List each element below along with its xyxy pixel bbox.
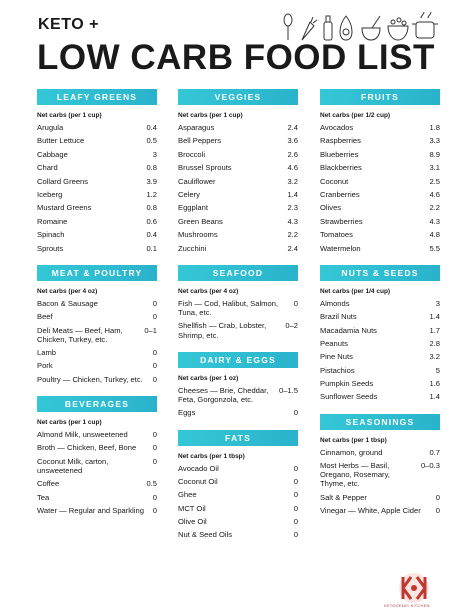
food-name: Almonds — [320, 298, 350, 308]
net-carb-value: 3.1 — [429, 163, 440, 173]
food-name: Macadamia Nuts — [320, 325, 377, 335]
net-carb-value: 0 — [152, 506, 157, 516]
food-row — [37, 163, 157, 172]
food-row — [37, 493, 157, 502]
section-banner: SEASONINGS — [320, 414, 440, 430]
food-name: Mustard Greens — [37, 203, 92, 213]
food-row — [37, 299, 157, 308]
food-name: Olive Oil — [178, 517, 207, 527]
net-carb-value: 2.2 — [429, 203, 440, 213]
food-row — [178, 163, 298, 172]
food-name: Brazil Nuts — [320, 312, 357, 322]
food-row — [178, 321, 298, 339]
food-row — [37, 348, 157, 357]
net-carb-value: 0 — [152, 298, 157, 308]
net-carb-value: 4.6 — [287, 163, 298, 173]
bowl-icon — [388, 18, 408, 40]
section-subtitle: Net carbs (per 1/2 cup) — [320, 112, 391, 119]
net-carb-value: 3.6 — [287, 136, 298, 146]
net-carb-value: 1.4 — [429, 392, 440, 402]
food-section — [37, 396, 157, 515]
food-row — [320, 339, 440, 348]
net-carb-value: 0.1 — [146, 243, 157, 253]
food-name: Mushrooms — [178, 230, 218, 240]
food-name: Sunflower Seeds — [320, 392, 378, 402]
food-name: Lamb — [37, 348, 56, 358]
food-name: Asparagus — [178, 123, 215, 132]
section-subtitle: Net carbs (per 1/4 cup) — [320, 287, 391, 295]
food-row — [178, 217, 298, 226]
food-name: Celery — [178, 189, 200, 199]
section-subtitle: Net carbs (per 1 oz) — [178, 374, 239, 382]
food-name: Tea — [37, 492, 50, 502]
food-row — [320, 379, 440, 388]
food-name: Most Herbs — Basil, Oregano, Rosemary, Thyme, etc. — [320, 461, 390, 489]
food-row — [178, 386, 298, 404]
food-section — [178, 89, 298, 253]
section-banner: LEAFY GREENS — [37, 89, 157, 105]
food-name: Cinnamon, ground — [320, 447, 383, 457]
food-name: Broccoli — [178, 149, 206, 159]
food-row — [320, 326, 440, 335]
food-row — [320, 163, 440, 172]
spoon-icon — [284, 14, 292, 40]
food-section — [178, 430, 298, 540]
food-name: Coffee — [37, 479, 60, 489]
net-carb-value: 0 — [152, 312, 157, 322]
food-row — [37, 217, 157, 226]
net-carb-value: 3 — [435, 298, 440, 308]
food-name: Collard Greens — [37, 176, 89, 186]
food-row — [320, 392, 440, 401]
section-subtitle: Net carbs (per 1 cup) — [37, 112, 102, 119]
food-row — [320, 448, 440, 457]
food-name: Pork — [37, 361, 53, 371]
net-carb-value: 0 — [293, 517, 298, 527]
section-banner: BEVERAGES — [37, 396, 157, 412]
food-name: Chard — [37, 163, 58, 173]
food-name: Salt & Pepper — [320, 492, 367, 502]
food-row — [178, 123, 298, 132]
food-row — [178, 177, 298, 186]
food-row — [37, 177, 157, 186]
net-carb-value: 1.4 — [429, 312, 440, 322]
net-carb-value: 0 — [152, 492, 157, 502]
net-carb-value: 4.6 — [429, 189, 440, 199]
food-row — [37, 375, 157, 384]
net-carb-value: 0–2 — [285, 321, 298, 331]
net-carb-value: 2.5 — [429, 176, 440, 186]
food-section — [37, 265, 157, 384]
column-2 — [178, 89, 298, 552]
food-row — [37, 326, 157, 344]
food-row — [320, 493, 440, 502]
net-carb-value: 0.5 — [146, 136, 157, 146]
net-carb-value: 0.8 — [146, 163, 157, 173]
net-carb-value: 0 — [293, 476, 298, 486]
net-carb-value: 3.9 — [146, 176, 157, 186]
net-carb-value: 0 — [293, 503, 298, 513]
logo-caption: KETOGENIC KITCHEN — [384, 603, 430, 608]
food-name: Avocados — [320, 123, 354, 132]
net-carb-value: 4.3 — [287, 216, 298, 226]
food-row — [37, 506, 157, 515]
food-name: Olives — [320, 203, 342, 213]
avocado-icon — [340, 16, 352, 40]
net-carb-value: 1.7 — [429, 325, 440, 335]
food-row — [37, 312, 157, 321]
food-name: Nut & Seed Oils — [178, 530, 233, 540]
food-row — [37, 457, 157, 475]
net-carb-value: 3.2 — [287, 176, 298, 186]
food-name: Sprouts — [37, 243, 64, 253]
section-subtitle: Net carbs (per 1 tbsp) — [178, 452, 245, 460]
net-carb-value: 2.4 — [287, 243, 298, 253]
carrot-icon — [302, 17, 317, 40]
food-section — [178, 352, 298, 418]
net-carb-value: 1.8 — [429, 123, 440, 132]
food-row — [320, 366, 440, 375]
section-banner: DAIRY & EGGS — [178, 352, 298, 368]
food-name: Raspberries — [320, 136, 361, 146]
food-section — [320, 265, 440, 402]
pot-icon — [412, 12, 438, 38]
food-row — [37, 123, 157, 132]
net-carb-value: 0 — [152, 374, 157, 384]
food-row — [37, 203, 157, 212]
food-section — [37, 89, 157, 253]
net-carb-value: 0.4 — [146, 230, 157, 240]
section-subtitle: Net carbs (per 1 cup) — [178, 112, 243, 119]
food-row — [320, 190, 440, 199]
food-row — [178, 517, 298, 526]
food-name: Fish — Cod, Halibut, Salmon, Tuna, etc. — [178, 298, 279, 317]
food-row — [37, 230, 157, 239]
net-carb-value: 4.8 — [429, 230, 440, 240]
food-row — [320, 150, 440, 159]
bottle-icon — [324, 16, 332, 40]
net-carb-value: 0.8 — [146, 203, 157, 213]
food-section — [320, 89, 440, 253]
food-row — [320, 461, 440, 489]
food-name: Almond Milk, unsweetened — [37, 430, 128, 440]
food-name: Ghee — [178, 490, 197, 500]
net-carb-value: 0 — [293, 298, 298, 308]
food-name: Broth — Chicken, Beef, Bone — [37, 443, 137, 453]
food-name: Brussel Sprouts — [178, 163, 232, 173]
food-row — [178, 150, 298, 159]
food-name: Cabbage — [37, 149, 68, 159]
food-name: Blueberries — [320, 149, 359, 159]
page-kicker: KETO + — [38, 16, 99, 33]
section-subtitle: Net carbs (per 4 oz) — [37, 287, 98, 295]
net-carb-value: 0.4 — [146, 123, 157, 132]
net-carb-value: 1.4 — [287, 189, 298, 199]
food-name: Butter Lettuce — [37, 136, 85, 146]
net-carb-value: 5.5 — [429, 243, 440, 253]
food-row — [37, 361, 157, 370]
net-carb-value: 5 — [435, 365, 440, 375]
food-row — [37, 479, 157, 488]
food-name: Spinach — [37, 230, 65, 240]
net-carb-value: 3 — [152, 149, 157, 159]
net-carb-value: 0–1 — [144, 325, 157, 335]
food-row — [178, 477, 298, 486]
food-row — [320, 136, 440, 145]
food-name: Eggs — [178, 408, 196, 418]
food-row — [37, 190, 157, 199]
food-name: Peanuts — [320, 338, 348, 348]
food-row — [320, 177, 440, 186]
food-name: Coconut — [320, 176, 349, 186]
food-row — [178, 408, 298, 417]
mortar-icon — [362, 16, 380, 40]
net-carb-value: 0–0.3 — [420, 461, 440, 471]
section-banner: FRUITS — [320, 89, 440, 105]
food-row — [178, 203, 298, 212]
food-name: Blackberries — [320, 163, 362, 173]
food-name: Coconut Milk, carton, unsweetened — [37, 456, 109, 476]
net-carb-value: 0 — [293, 530, 298, 540]
food-row — [320, 203, 440, 212]
food-section — [320, 414, 440, 516]
food-row — [178, 230, 298, 239]
food-name: Eggplant — [178, 203, 208, 213]
net-carb-value: 0 — [435, 492, 440, 502]
food-name: Zucchini — [178, 243, 207, 253]
net-carb-value: 2.2 — [287, 230, 298, 240]
food-row — [178, 136, 298, 145]
net-carb-value: 0 — [293, 490, 298, 500]
net-carb-value: 1.6 — [429, 379, 440, 389]
food-name: Coconut Oil — [178, 476, 218, 486]
net-carb-value: 3.3 — [429, 136, 440, 146]
food-row — [37, 136, 157, 145]
food-row — [320, 123, 440, 132]
column-3 — [320, 89, 440, 527]
food-name: Shellfish — Crab, Lobster, Shrimp, etc. — [178, 321, 267, 340]
net-carb-value: 0 — [152, 361, 157, 371]
food-row — [37, 150, 157, 159]
net-carb-value: 4.3 — [429, 216, 440, 226]
net-carb-value: 0 — [293, 408, 298, 418]
food-name: Tomatoes — [320, 230, 353, 240]
food-name: Deli Meats — Beef, Ham, Chicken, Turkey, etc. — [37, 325, 123, 344]
food-row — [320, 217, 440, 226]
section-banner: VEGGIES — [178, 89, 298, 105]
food-name: Avocado Oil — [178, 463, 219, 473]
food-row — [178, 190, 298, 199]
net-carb-value: 0–1.5 — [278, 385, 298, 395]
net-carb-value: 0.6 — [146, 216, 157, 226]
net-carb-value: 0 — [435, 506, 440, 516]
section-banner: FATS — [178, 430, 298, 446]
food-name: Pine Nuts — [320, 352, 353, 362]
food-row — [320, 244, 440, 253]
food-name: Iceberg — [37, 189, 63, 199]
food-name: Romaine — [37, 216, 68, 226]
food-row — [320, 506, 440, 515]
food-row — [320, 230, 440, 239]
food-row — [37, 244, 157, 253]
net-carb-value: 2.8 — [429, 338, 440, 348]
food-name: Cranberries — [320, 189, 360, 199]
net-carb-value: 0.7 — [429, 447, 440, 457]
net-carb-value: 0 — [293, 463, 298, 473]
column-1 — [37, 89, 157, 527]
net-carb-value: 2.3 — [287, 203, 298, 213]
section-subtitle: Net carbs (per 1 cup) — [37, 419, 102, 427]
food-name: Strawberries — [320, 216, 363, 226]
food-name: Green Beans — [178, 216, 223, 226]
food-row — [178, 464, 298, 473]
food-row — [178, 299, 298, 317]
net-carb-value: 8.9 — [429, 149, 440, 159]
section-subtitle: Net carbs (per 1 tbsp) — [320, 436, 387, 444]
food-name: Bell Peppers — [178, 136, 222, 146]
section-banner: NUTS & SEEDS — [320, 265, 440, 281]
food-name: Pistachios — [320, 365, 355, 375]
net-carb-value: 0 — [152, 348, 157, 358]
food-name: Water — Regular and Sparkling — [37, 506, 144, 516]
food-row — [178, 244, 298, 253]
net-carb-value: 3.2 — [429, 352, 440, 362]
food-section — [178, 265, 298, 340]
food-name: Pumpkin Seeds — [320, 379, 374, 389]
food-row — [320, 299, 440, 308]
food-row — [178, 530, 298, 539]
net-carb-value: 2.6 — [287, 149, 298, 159]
food-name: MCT Oil — [178, 503, 206, 513]
food-name: Watermelon — [320, 243, 361, 253]
food-name: Bacon & Sausage — [37, 298, 98, 308]
section-banner: SEAFOOD — [178, 265, 298, 281]
page-title: LOW CARB FOOD LIST — [37, 38, 435, 77]
net-carb-value: 0 — [152, 456, 157, 466]
net-carb-value: 1.2 — [146, 189, 157, 199]
food-name: Cauliflower — [178, 176, 216, 186]
net-carb-value: 0 — [152, 443, 157, 453]
food-name: Vinegar — White, Apple Cider — [320, 506, 421, 516]
food-name: Beef — [37, 312, 53, 322]
food-row — [37, 443, 157, 452]
food-doodle-icons — [280, 10, 440, 44]
net-carb-value: 2.4 — [287, 123, 298, 132]
net-carb-value: 0 — [152, 430, 157, 440]
food-row — [178, 504, 298, 513]
section-subtitle: Net carbs (per 4 oz) — [178, 287, 239, 295]
food-name: Arugula — [37, 123, 64, 132]
section-banner: MEAT & POULTRY — [37, 265, 157, 281]
food-name: Poultry — Chicken, Turkey, etc. — [37, 374, 143, 384]
food-row — [37, 430, 157, 439]
food-name: Cheeses — Brie, Cheddar, Feta, Gorgonzola, etc. — [178, 385, 269, 404]
food-row — [320, 312, 440, 321]
net-carb-value: 0.5 — [146, 479, 157, 489]
food-row — [178, 490, 298, 499]
food-row — [320, 352, 440, 361]
